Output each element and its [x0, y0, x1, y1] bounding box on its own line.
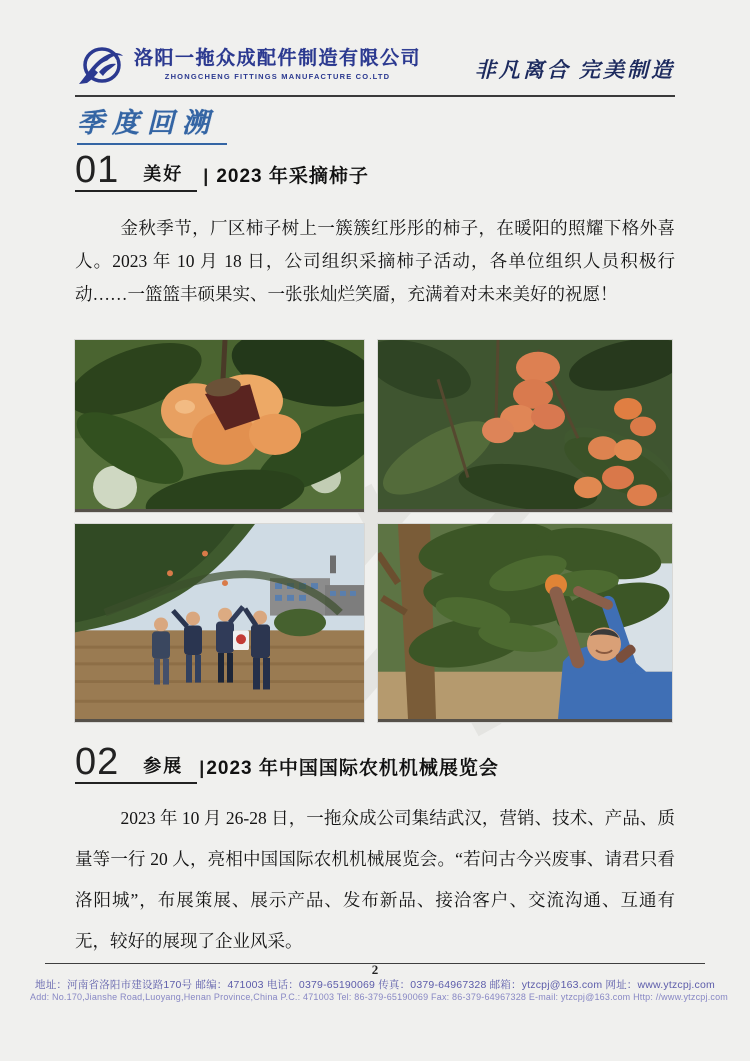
photo-group-picking	[75, 524, 364, 722]
section-2-heading	[75, 741, 499, 784]
section-1-paragraph	[75, 212, 675, 311]
section-1-title: 2023 年采摘柿子	[216, 166, 369, 188]
company-swirl-logo-icon	[75, 42, 127, 88]
section-1-separator: |	[203, 166, 209, 187]
section-2-title: 2023 年中国国际农机机械展览会	[206, 758, 499, 780]
company-logo	[75, 42, 421, 88]
photo-grid	[75, 340, 672, 722]
section-2-number-tag	[75, 741, 197, 784]
footer-contact-cn: 地址：河南省洛阳市建设路170号 邮编：471003 电话：0379-65190069 传真：0379-64967328 邮箱：ytzcpj@163.com 网址：www.ytzcpj.com	[35, 979, 715, 991]
company-slogan: 非凡离合 完美制造	[474, 58, 675, 82]
section-1-heading	[75, 149, 369, 192]
section-2-paragraph	[75, 798, 675, 962]
section-2-paragraph-text: 2023 年 10 月 26-28 日，一拖众成公司集结武汉，营销、技术、产品、质量等一行 20 人，亮相中国国际农机机械展览会。“若问古今兴废事、请君只看洛阳城”，布展策展、展示产品、发布新品、接洽客户、交流沟通、互通有无，较好的展现了企业风采。	[75, 808, 675, 951]
company-name-en: ZHONGCHENG FITTINGS MANUFACTURE CO.LTD	[164, 71, 391, 81]
photo-persimmons-closeup	[75, 340, 364, 512]
header-divider	[75, 95, 675, 97]
photo-worker-reaching	[378, 524, 672, 722]
page-title: 季度回溯	[77, 101, 227, 145]
section-2-separator: |	[199, 758, 205, 779]
section-1-number: 01	[75, 149, 120, 191]
company-name-cn: 洛阳一拖众成配件制造有限公司	[134, 48, 422, 70]
section-1-number-tag	[75, 149, 197, 192]
section-1-tag: 美好	[143, 164, 184, 185]
footer-contact-en: Add: No.170,Jianshe Road,Luoyang,Henan Province,China P.C.: 471003 Tel: 86-379-65190069 Fax: 86-379-64967328 E-mail: ytzcpj@163.com Http: //www.ytzcpj.com	[30, 992, 728, 1002]
section-1-paragraph-text: 金秋季节，厂区柿子树上一簇簇红彤彤的柿子，在暖阳的照耀下格外喜人。2023 年 10 月 18 日，公司组织采摘柿子活动，各单位组织人员积极行动……一篮篮丰硕果实、一张张灿烂笑靥，充满着对未来美好的祝愿！	[75, 218, 675, 304]
section-2-number: 02	[75, 741, 120, 783]
section-2-tag: 参展	[143, 756, 184, 777]
photo-persimmon-clusters	[378, 340, 672, 512]
page-header	[75, 42, 675, 88]
page-number: 2	[371, 962, 379, 977]
